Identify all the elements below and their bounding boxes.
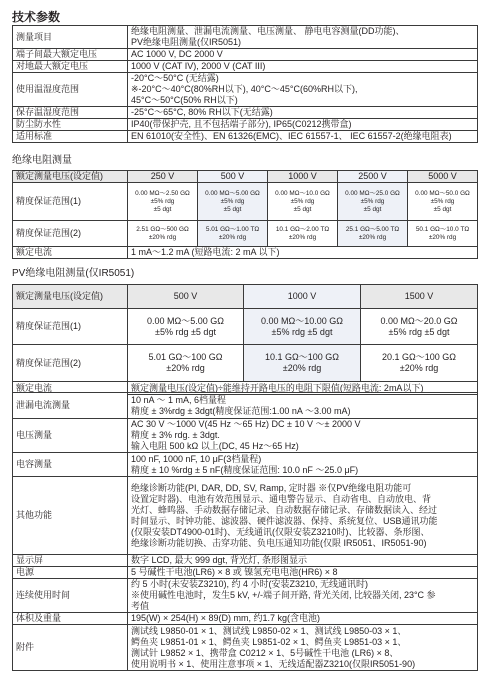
insulation-current-label: 额定电流 xyxy=(13,247,128,259)
other-spec-label: 电压测量 xyxy=(13,419,128,453)
other-spec-value-line: (仅限安装DT4900-01时)、无线通讯(仅限安装Z3210时)、比较器、条形图、 xyxy=(131,526,430,537)
other-spec-value xyxy=(128,579,478,613)
general-spec-value-line: 45°C～50°C(50% RH以下) xyxy=(131,95,238,105)
other-spec-value xyxy=(128,477,478,555)
insulation-row2-cell: 10.1 GΩ～2.00 TΩ ±20% rdg xyxy=(268,221,338,247)
other-spec-value-line: 5 号碱性干电池(LR6) × 8 或 镍氢充电电池(HR6) × 8 xyxy=(131,567,338,577)
insulation-voltage-1000: 1000 V xyxy=(268,171,338,183)
pv-row1-cell: 0.00 MΩ～10.00 GΩ ±5% rdg ±5 dgt xyxy=(244,309,361,345)
other-spec-row xyxy=(13,567,478,579)
general-spec-label: 保存温湿度范围 xyxy=(13,107,128,119)
insulation-voltage-2500: 2500 V xyxy=(338,171,408,183)
other-spec-table xyxy=(12,392,478,671)
other-spec-value-line: 绝缘诊断功能切换、击穿功能、负电压通知功能(仅限 IR5051、IR5051-90) xyxy=(131,537,427,548)
other-spec-label: 体积及重量 xyxy=(13,613,128,625)
other-spec-value-line: ※使用碱性电池时，发生5 kV, +/-端子间开路, 背光关闭, 比较器关闭, 23°C 参 xyxy=(131,590,436,600)
insulation-voltage-5000: 5000 V xyxy=(408,171,478,183)
insulation-row2-cell: 25.1 GΩ～5.00 TΩ ±20% rdg xyxy=(338,221,408,247)
pv-row2-cell: 10.1 GΩ～100 GΩ ±20% rdg xyxy=(244,345,361,382)
pv-header-row xyxy=(13,285,478,309)
other-spec-value xyxy=(128,555,478,567)
other-spec-value-line: 精度 ± 10 %rdg ± 5 nF(精度保证范围: 10.0 nF ～25.0 μF) xyxy=(131,464,359,475)
other-spec-label: 附件 xyxy=(13,625,128,671)
other-spec-row xyxy=(13,477,478,555)
insulation-row1-cell: 0.00 MΩ～10.0 GΩ ±5% rdg ±5 dgt xyxy=(268,183,338,221)
insulation-section-title: 绝缘电阻测量 xyxy=(12,155,72,166)
insulation-table xyxy=(12,170,478,259)
insulation-header-row xyxy=(13,171,478,183)
pv-row2-cell: 20.1 GΩ～100 GΩ ±20% rdg xyxy=(361,345,478,382)
other-spec-label: 其他功能 xyxy=(13,477,128,555)
insulation-row1-cell: 0.00 MΩ～25.0 GΩ ±5% rdg ±5 dgt xyxy=(338,183,408,221)
general-spec-value xyxy=(128,26,478,49)
pv-voltage-1000: 1000 V xyxy=(244,285,361,309)
insulation-row2-cell: 5.01 GΩ～1.00 TΩ ±20% rdg xyxy=(198,221,268,247)
other-spec-value-line: 10 nA ～ 1 mA, 6档量程 xyxy=(131,394,227,405)
other-spec-value-line: 考值 xyxy=(131,601,150,611)
other-spec-value-line: 195(W) × 254(H) × 89(D) mm, 约1.7 kg(含电池) xyxy=(131,613,321,623)
other-spec-value xyxy=(128,393,478,419)
insulation-row1-cell: 0.00 MΩ～5.00 GΩ ±5% rdg ±5 dgt xyxy=(198,183,268,221)
pv-row1-cell: 0.00 MΩ～20.0 GΩ ±5% rdg ±5 dgt xyxy=(361,309,478,345)
other-spec-value xyxy=(128,567,478,579)
general-spec-label: 对地最大额定电压 xyxy=(13,61,128,73)
pv-row1-cell: 0.00 MΩ～5.00 GΩ ±5% rdg ±5 dgt xyxy=(128,309,244,345)
other-spec-label: 显示屏 xyxy=(13,555,128,567)
other-spec-label: 连续使用时间 xyxy=(13,579,128,613)
other-spec-row xyxy=(13,613,478,625)
pv-voltage-500: 500 V xyxy=(128,285,244,309)
general-spec-value-line: IP40(带保护壳, 且不包括端子部分), IP65(C0212携带盒) xyxy=(131,119,352,129)
pv-voltage-1500: 1500 V xyxy=(361,285,478,309)
general-spec-row xyxy=(13,61,478,73)
general-spec-row xyxy=(13,73,478,107)
general-spec-table xyxy=(12,25,478,143)
pv-row-2 xyxy=(13,345,478,382)
pv-section-title: PV绝缘电阻测量(仅IR5051) xyxy=(12,268,135,279)
insulation-current-row xyxy=(13,247,478,259)
general-spec-row xyxy=(13,49,478,61)
insulation-row2-label: 精度保证范围(2) xyxy=(13,221,128,247)
general-spec-value xyxy=(128,107,478,119)
other-spec-value-line: 输入电阻 500 kΩ 以上(DC, 45 Hz～65 Hz) xyxy=(131,441,299,451)
other-spec-value-line: 使用说明书 × 1、使用注意事项 × 1、无线适配器Z3210(仅限IR5051-90) xyxy=(131,658,416,669)
other-spec-value xyxy=(128,419,478,453)
insulation-row1-label: 精度保证范围(1) xyxy=(13,183,128,221)
insulation-voltage-250: 250 V xyxy=(128,171,198,183)
other-spec-value-line: 测试针 L9852 × 1、携带盒 C0212 × 1、5号碱性干电池 (LR6) × 8、 xyxy=(131,647,399,658)
general-spec-row xyxy=(13,107,478,119)
general-spec-label: 适用标准 xyxy=(13,131,128,143)
other-spec-value-line: 光灯、蜂鸣器、手动数据存储记录、自动数据存储记录、存储数据读入、经过 xyxy=(131,504,438,515)
general-spec-value-line: EN 61010(安全性)、EN 61326(EMC)、IEC 61557-1、 IEC 61557-2(绝缘电阻表) xyxy=(131,131,452,141)
general-spec-value-line: AC 1000 V, DC 2000 V xyxy=(131,49,223,59)
other-spec-label: 电容测量 xyxy=(13,453,128,477)
pv-table xyxy=(12,284,478,395)
insulation-row2-cell: 2.51 GΩ～500 GΩ ±20% rdg xyxy=(128,221,198,247)
general-spec-value xyxy=(128,73,478,107)
other-spec-value xyxy=(128,613,478,625)
other-spec-value-line: 时间显示、时钟功能、滤波器、硬件滤波器、保持、系统复位、USB通讯功能 xyxy=(131,515,438,526)
other-spec-value xyxy=(128,625,478,671)
other-spec-row xyxy=(13,453,478,477)
general-spec-row xyxy=(13,131,478,143)
general-spec-value-line: 1000 V (CAT IV), 2000 V (CAT III) xyxy=(131,61,266,71)
other-spec-row xyxy=(13,579,478,613)
other-spec-label: 泄漏电流测量 xyxy=(13,393,128,419)
insulation-row-1 xyxy=(13,183,478,221)
insulation-voltage-500: 500 V xyxy=(198,171,268,183)
other-spec-value-line: 绝缘诊断功能(PI, DAR, DD, SV, Ramp, 定时器 ※仅PV绝缘电阻功能可 xyxy=(131,482,412,493)
pv-row2-label: 精度保证范围(2) xyxy=(13,345,128,382)
general-spec-label: 使用温湿度范围 xyxy=(13,73,128,107)
other-spec-value-line: 约 5 小时(未安装Z3210), 约 4 小时(安装Z3210, 无线通讯时) xyxy=(131,579,369,589)
general-spec-label: 测量项目 xyxy=(13,26,128,49)
insulation-row1-cell: 0.00 MΩ～50.0 GΩ ±5% rdg ±5 dgt xyxy=(408,183,478,221)
other-spec-value-line: 数字 LCD, 最大 999 dgt, 背光灯, 条形图显示 xyxy=(131,555,308,565)
general-spec-value xyxy=(128,119,478,131)
other-spec-row xyxy=(13,625,478,671)
other-spec-value-line: 鳄鱼夹 L9851-01 × 1、鳄鱼夹 L9851-02 × 1、鳄鱼夹 L9851-03 × 1、 xyxy=(131,636,407,647)
other-spec-value-line: AC 30 V ～1000 V(45 Hz ～65 Hz) DC ± 10 V ～± 2000 V xyxy=(131,419,361,429)
pv-row2-cell: 5.01 GΩ～100 GΩ ±20% rdg xyxy=(128,345,244,382)
other-spec-row xyxy=(13,555,478,567)
pv-current-label: 额定电流 xyxy=(13,382,128,395)
general-spec-value-line: 绝缘电阻测量、泄漏电流测量、电压测量、 静电电容测量(DD功能)、 xyxy=(131,26,405,36)
general-spec-value xyxy=(128,131,478,143)
insulation-current-value: 1 mA～1.2 mA (短路电流: 2 mA 以下) xyxy=(128,247,478,259)
pv-row-1 xyxy=(13,309,478,345)
general-spec-value xyxy=(128,61,478,73)
pv-header-label: 额定测量电压(设定值) xyxy=(13,285,128,309)
insulation-row-2 xyxy=(13,221,478,247)
general-spec-label: 防尘防水性 xyxy=(13,119,128,131)
other-spec-value-line: 测试线 L9850-01 × 1、测试线 L9850-02 × 1、测试线 L9850-03 × 1、 xyxy=(131,625,407,636)
insulation-header-label: 额定测量电压(设定值) xyxy=(13,171,128,183)
pv-row1-label: 精度保证范围(1) xyxy=(13,309,128,345)
insulation-row1-cell: 0.00 MΩ～2.50 GΩ ±5% rdg ±5 dgt xyxy=(128,183,198,221)
other-spec-label: 电源 xyxy=(13,567,128,579)
other-spec-row xyxy=(13,393,478,419)
other-spec-value-line: 精度 ± 3%rdg ± 3dgt(精度保证范围:1.00 nA ～3.00 mA) xyxy=(131,405,351,416)
general-spec-value-line: -20°C～50°C (无结露) xyxy=(131,73,219,83)
other-spec-value-line: 100 nF, 1000 nF, 10 μF(3档量程) xyxy=(131,453,262,464)
general-spec-value-line: -25°C～65°C, 80% RH以下(无结露) xyxy=(131,107,273,117)
pv-current-value: 额定测量电压(设定值)÷能维持开路电压的电阻下限值(短路电流: 2mA以下) xyxy=(128,382,478,395)
general-spec-value-line: ※-20°C～40°C(80%RH以下), 40°C～45°C(60%RH以下), xyxy=(131,84,358,94)
other-spec-row xyxy=(13,419,478,453)
other-spec-value xyxy=(128,453,478,477)
general-spec-row xyxy=(13,119,478,131)
general-spec-value xyxy=(128,49,478,61)
general-spec-value-line: PV绝缘电阻测量(仅IR5051) xyxy=(131,37,242,47)
other-spec-value-line: 设置定时器)、电池有效范围显示、通电警告显示、自动省电、自动放电、背 xyxy=(131,493,431,504)
general-spec-row xyxy=(13,26,478,49)
general-spec-label: 端子间最大额定电压 xyxy=(13,49,128,61)
page-title: 技术参数 xyxy=(12,10,61,24)
other-spec-value-line: 精度 ± 3% rdg. ± 3dgt. xyxy=(131,430,220,440)
insulation-row2-cell: 50.1 GΩ～10.0 TΩ ±20% rdg xyxy=(408,221,478,247)
